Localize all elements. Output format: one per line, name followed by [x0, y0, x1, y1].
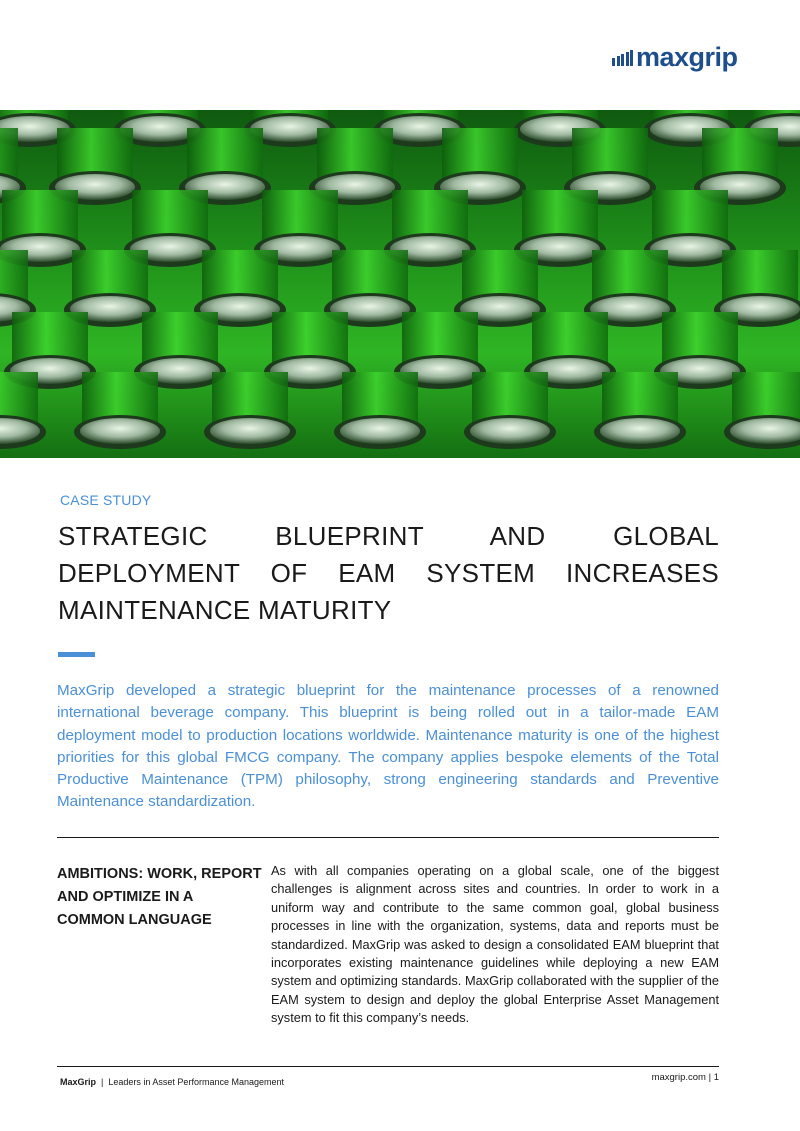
footer-tagline: Leaders in Asset Performance Management: [108, 1077, 284, 1087]
bottle-mouth: [600, 418, 680, 444]
intro-paragraph: MaxGrip developed a strategic blueprint for the maintenance processes of a renowned international beverage company. This blueprint is being rolled out in a tailor-made EAM deployment model to production locations worldwide. Maintenance maturity is one of the highest priorities for this global FMCG company. The company applies bespoke elements of the Total Productive Maintenance (TPM) philosophy, strong engineering standards and Preventive Maintenance standardization.: [57, 682, 719, 811]
bottle-mouth: [210, 418, 290, 444]
footer-website: maxgrip.com: [651, 1072, 706, 1083]
hero-image: [0, 110, 800, 458]
footer-company-name: MaxGrip: [60, 1077, 97, 1087]
bottle-mouth: [470, 418, 550, 444]
footer-page-info: maxgrip.com | 1: [651, 1072, 719, 1083]
page-number: 1: [713, 1072, 719, 1083]
footer-divider: [57, 1066, 719, 1067]
title-accent-bar: [58, 652, 95, 657]
footer-separator: |: [101, 1077, 104, 1087]
section-body: As with all companies operating on a global scale, one of the biggest challenges is alignment across sites and countries. In order to work in a uniform way and contribute to the same common goal, global business processes in line with the organization, systems, data and reports must be standardized. MaxGrip was asked to design a consolidated EAM blueprint that incorporates existing maintenance guidelines while deploying a new EAM system and optimizing standards. MaxGrip collaborated with the supplier of the EAM system to design and deploy the global Enterprise Asset Management system to fit this company’s needs.: [271, 863, 719, 1026]
green-bottles-photo-icon: [0, 110, 800, 458]
maxgrip-logo: [612, 44, 738, 71]
logo-bars-icon: [612, 50, 633, 66]
case-study-label: CASE STUDY: [60, 492, 152, 508]
bottle-mouth: [80, 418, 160, 444]
footer-company: [60, 1077, 284, 1087]
logo-text: maxgrip: [636, 42, 738, 72]
divider: [57, 837, 719, 838]
section-heading: AMBITIONS: WORK, REPORT AND OPTIMIZE IN A COMMON LANGUAGE: [57, 866, 262, 928]
page-title: STRATEGIC BLUEPRINT AND GLOBAL DEPLOYMENT OF EAM SYSTEM INCREASES MAINTENANCE MATURITY: [58, 521, 719, 625]
bottle-mouth: [340, 418, 420, 444]
